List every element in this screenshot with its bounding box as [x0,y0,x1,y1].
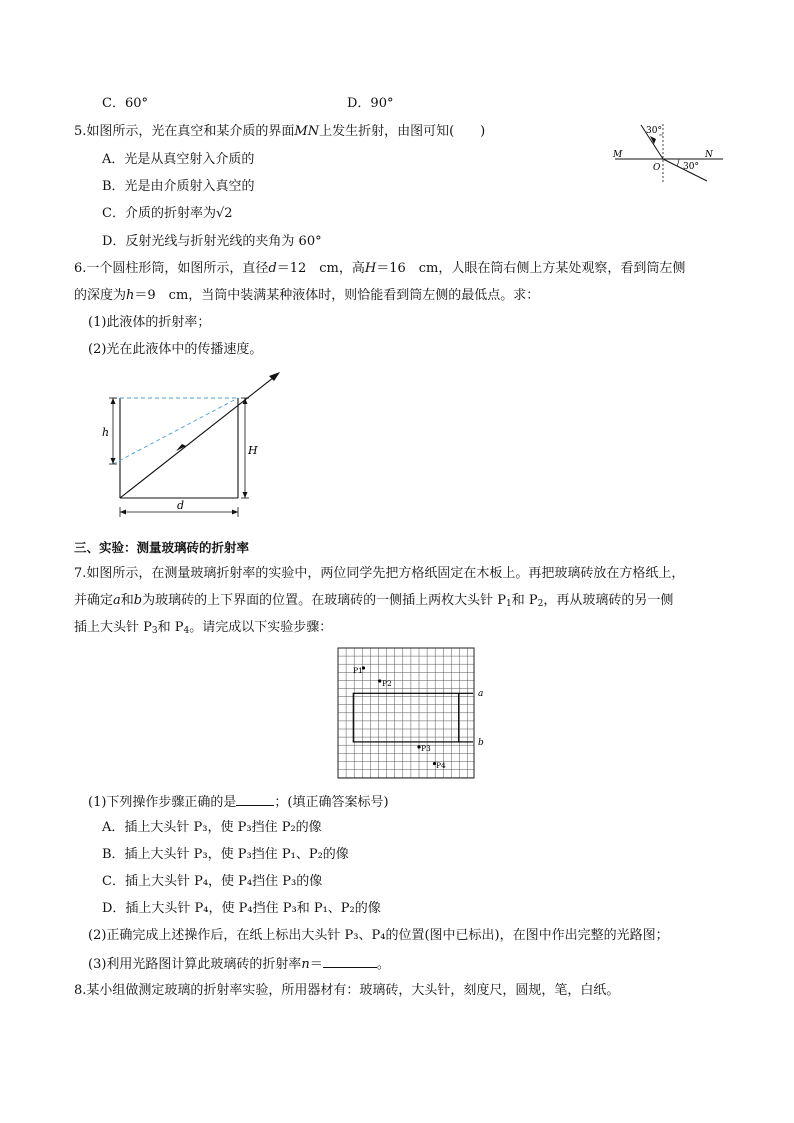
q7-label-p4: P4 [436,761,446,770]
q5-label-angle-bottom: 30° [683,162,699,172]
q6-d-arrow-left [120,510,126,515]
q6-sub1: (1)此液体的折射率； [88,315,211,330]
q7-q3-a: (3)利用光路图计算此玻璃砖的折射率 [88,957,302,972]
q7-line2-d: 和 P [511,593,538,608]
q5-stem-mn: MN [294,124,320,139]
q5-label-angle-top: 30° [646,126,662,136]
q7-line2-a: 并确定 [74,593,114,608]
q6-line2-a: 的深度为 [74,288,127,303]
q5-stem-text-a: 5.如图所示，光在真空和某介质的界面 [74,124,295,139]
q7-line1: 7.如图所示，在测量玻璃折射率的实验中，两位同学先把方格纸固定在木板上。再把玻璃砖放在方格纸上， [74,566,685,581]
q7-line2-e: ，再从玻璃砖的另一侧 [543,593,674,608]
q7-glass-brick [353,693,458,742]
q5-refraction-figure [605,120,730,190]
q7-a-var: a [113,593,121,608]
q6-h-arrow-up [111,398,116,404]
q7-q1-answer-blank[interactable] [236,793,274,806]
q7-option-d: D．插上大头针 P₄，使 P₄挡住 P₃和 P₁、P₂的像 [102,901,381,916]
q6-line2-b: ＝9 cm，当筒中装满某种液体时，则恰能看到筒左侧的最低点。求： [134,288,540,303]
q6-d-var: d [268,261,277,276]
q7-q3-var: n [301,957,310,972]
q6-label-H: H [248,444,258,457]
q7-label-p2: P2 [382,679,392,688]
q6-cylinder-figure [96,368,296,520]
q7-b-var: b [133,593,143,608]
q6-H-arrow-down [243,492,248,498]
q7-line2 [74,593,673,609]
q5-option-d: D．反射光线与折射光线的夹角为 60° [102,234,322,249]
q7-option-b: B．插上大头针 P₃，使 P₃挡住 P₁、P₂的像 [102,847,349,862]
q5-option-b: B．光是由介质射入真空的 [102,179,255,194]
q6-d-arrow-right [232,510,238,515]
q7-label-p1: P1 [353,666,363,675]
q7-label-p3: P3 [421,744,431,753]
q7-line2-c: 为玻璃砖的上下界面的位置。在玻璃砖的一侧插上两枚大头针 P [142,593,507,608]
q6-H-var: H [364,261,377,276]
q5-label-m: M [613,150,623,160]
q7-line3-b: 和 P [157,620,184,635]
q7-q3-c: 。 [376,957,390,972]
q7-grid-figure [337,647,497,782]
q7-label-b: b [478,738,484,748]
q6-line1-c: ＝16 cm，人眼在筒右侧上方某处观察，看到筒左侧 [376,261,686,276]
q7-q3-b: ＝ [309,957,323,972]
q5-stem [74,124,485,140]
q7-label-a: a [478,689,484,699]
q7-q1 [88,793,389,811]
q7-sub-4: 4 [183,626,190,636]
q7-sub-2: 2 [537,599,544,609]
q7-q1-a: (1)下列操作步骤正确的是 [88,795,237,810]
q7-option-a: A．插上大头针 P₃，使 P₃挡住 P₂的像 [102,820,322,835]
q7-line2-b: 和 [120,593,134,608]
q5-stem-text-b: 上发生折射，由图可知( ) [319,124,486,139]
q7-line3-a: 插上大头针 P [74,620,152,635]
q7-line3-c: 。请完成以下实验步骤： [189,620,333,635]
q7-sub-1: 1 [506,599,512,609]
q7-pin-p2 [378,679,381,682]
q5-label-n: N [705,150,713,160]
q6-label-h: h [102,426,110,439]
q6-line1-a: 6.一个圆柱形筒，如图所示，直径 [74,261,269,276]
q5-option-a: A．光是从真空射入介质的 [102,152,255,167]
q6-line2 [74,288,539,304]
q7-q2: (2)正确完成上述操作后，在纸上标出大头针 P₃、P₄的位置(图中已标出)，在图中作出完整的光路图； [88,928,669,943]
q4-option-c: C．60° [102,96,148,111]
q6-light-ray [120,374,278,498]
q7-q1-b: ；(填正确答案标号) [274,795,389,810]
section-3-heading: 三、实验：测量玻璃砖的折射率 [74,540,250,555]
q7-sub-3: 3 [151,626,158,636]
q6-sub2: (2)光在此液体中的传播速度。 [88,342,263,357]
q4-option-d: D．90° [347,96,394,111]
q7-q3-answer-blank[interactable] [323,955,377,968]
q5-option-c: C．介质的折射率为√2 [102,206,233,221]
q6-line1 [74,261,685,277]
q7-q3 [88,955,390,973]
q6-h-var: h [126,288,135,303]
q6-line1-b: ＝12 cm，高 [276,261,365,276]
q5-label-o: O [653,163,661,173]
q5-angle-arc-bottom [677,159,679,166]
q6-label-d: d [177,499,185,512]
q7-line3 [74,620,332,636]
q7-option-c: C．插上大头针 P₄，使 P₄挡住 P₃的像 [102,874,323,889]
q8-line1: 8.某小组做测定玻璃的折射率实验，所用器材有：玻璃砖，大头针，刻度尺，圆规，笔，白纸。 [74,983,620,998]
